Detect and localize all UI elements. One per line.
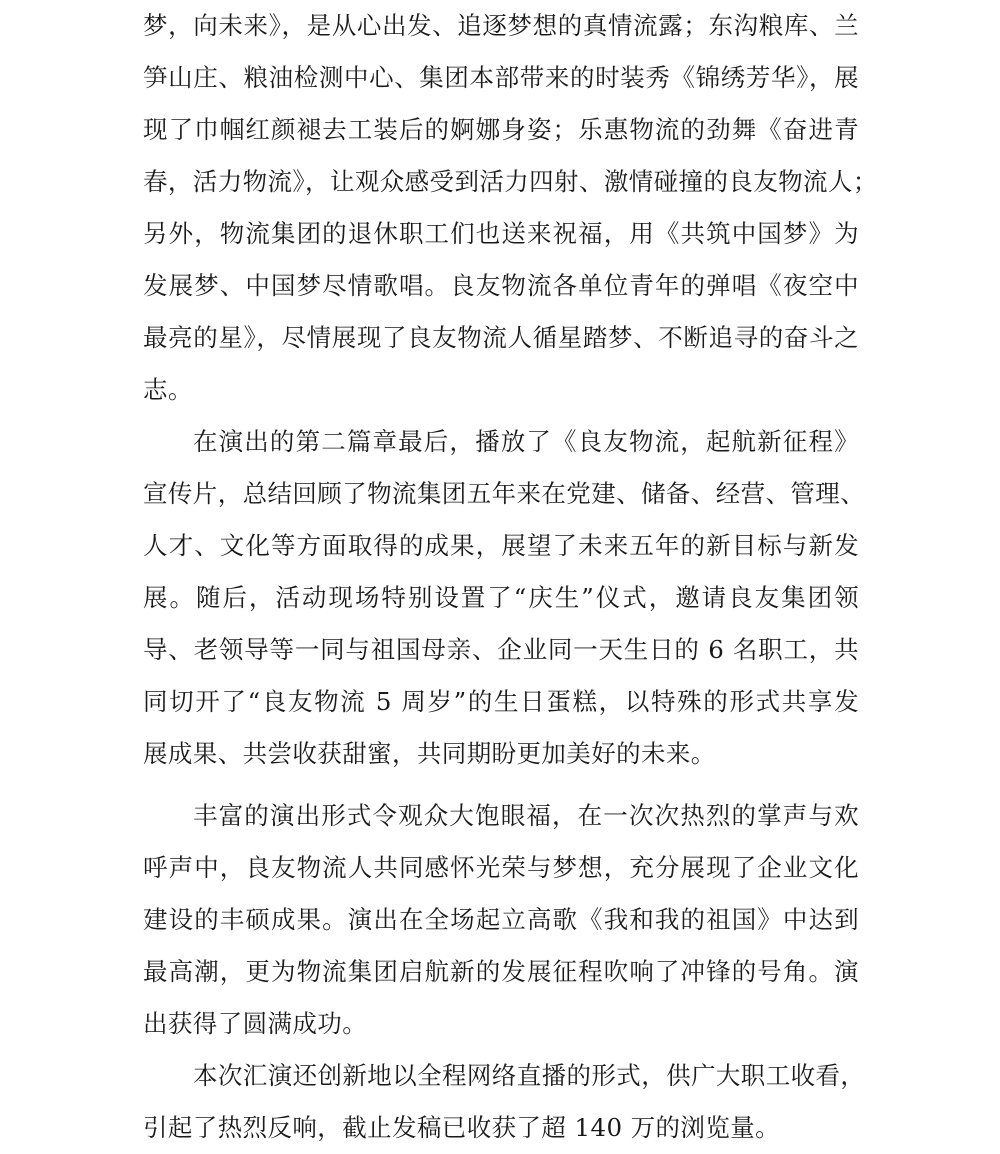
paragraph-line: 建设的丰硕成果。演出在全场起立高歌《我和我的祖国》中达到: [143, 905, 859, 934]
paragraph-line: 本次汇演还创新地以全程网络直播的形式，供广大职工收看，: [193, 1061, 866, 1090]
paragraph-line: 引起了热烈反响，截止发稿已收获了超 140 万的浏览量。: [143, 1113, 781, 1142]
paragraph-line: 志。: [143, 375, 193, 404]
paragraph-line: 宣传片，总结回顾了物流集团五年来在党建、储备、经营、管理、: [143, 479, 866, 508]
paragraph-line: 在演出的第二篇章最后，播放了《良友物流，起航新征程》: [193, 427, 859, 456]
paragraph-line: 导、老领导等一同与祖国母亲、企业同一天生日的 6 名职工，共: [143, 635, 859, 664]
paragraph-line: 梦，向未来》，是从心出发、追逐梦想的真情流露；东沟粮库、兰: [143, 11, 859, 40]
paragraph-line: 人才、文化等方面取得的成果，展望了未来五年的新目标与新发: [143, 531, 859, 560]
paragraph-line: 展。随后，活动现场特别设置了“庆生”仪式，邀请良友集团领: [143, 583, 859, 612]
paragraph-line: 发展梦、中国梦尽情歌唱。良友物流各单位青年的弹唱《夜空中: [143, 271, 859, 300]
paragraph-line: 笋山庄、粮油检测中心、集团本部带来的时装秀《锦绣芳华》，展: [143, 63, 859, 92]
paragraph-line: 最亮的星》，尽情展现了良友物流人循星踏梦、不断追寻的奋斗之: [143, 323, 859, 352]
paragraph-line: 最高潮，更为物流集团启航新的发展征程吹响了冲锋的号角。演: [143, 957, 859, 986]
paragraph-line: 现了巾帼红颜褪去工装后的婀娜身姿；乐惠物流的劲舞《奋进青: [143, 115, 859, 144]
paragraph-line: 同切开了“良友物流 5 周岁”的生日蛋糕，以特殊的形式共享发: [143, 687, 859, 716]
paragraph-line: 出获得了圆满成功。: [143, 1009, 368, 1038]
paragraph-line: 呼声中，良友物流人共同感怀光荣与梦想，充分展现了企业文化: [143, 853, 859, 882]
paragraph-line: 展成果、共尝收获甜蜜，共同期盼更加美好的未来。: [143, 739, 716, 768]
paragraph-line: 丰富的演出形式令观众大饱眼福，在一次次热烈的掌声与欢: [193, 801, 859, 830]
paragraph-line: 春，活力物流》，让观众感受到活力四射、激情碰撞的良友物流人；: [143, 167, 878, 196]
paragraph-line: 另外，物流集团的退休职工们也送来祝福，用《共筑中国梦》为: [143, 219, 859, 248]
